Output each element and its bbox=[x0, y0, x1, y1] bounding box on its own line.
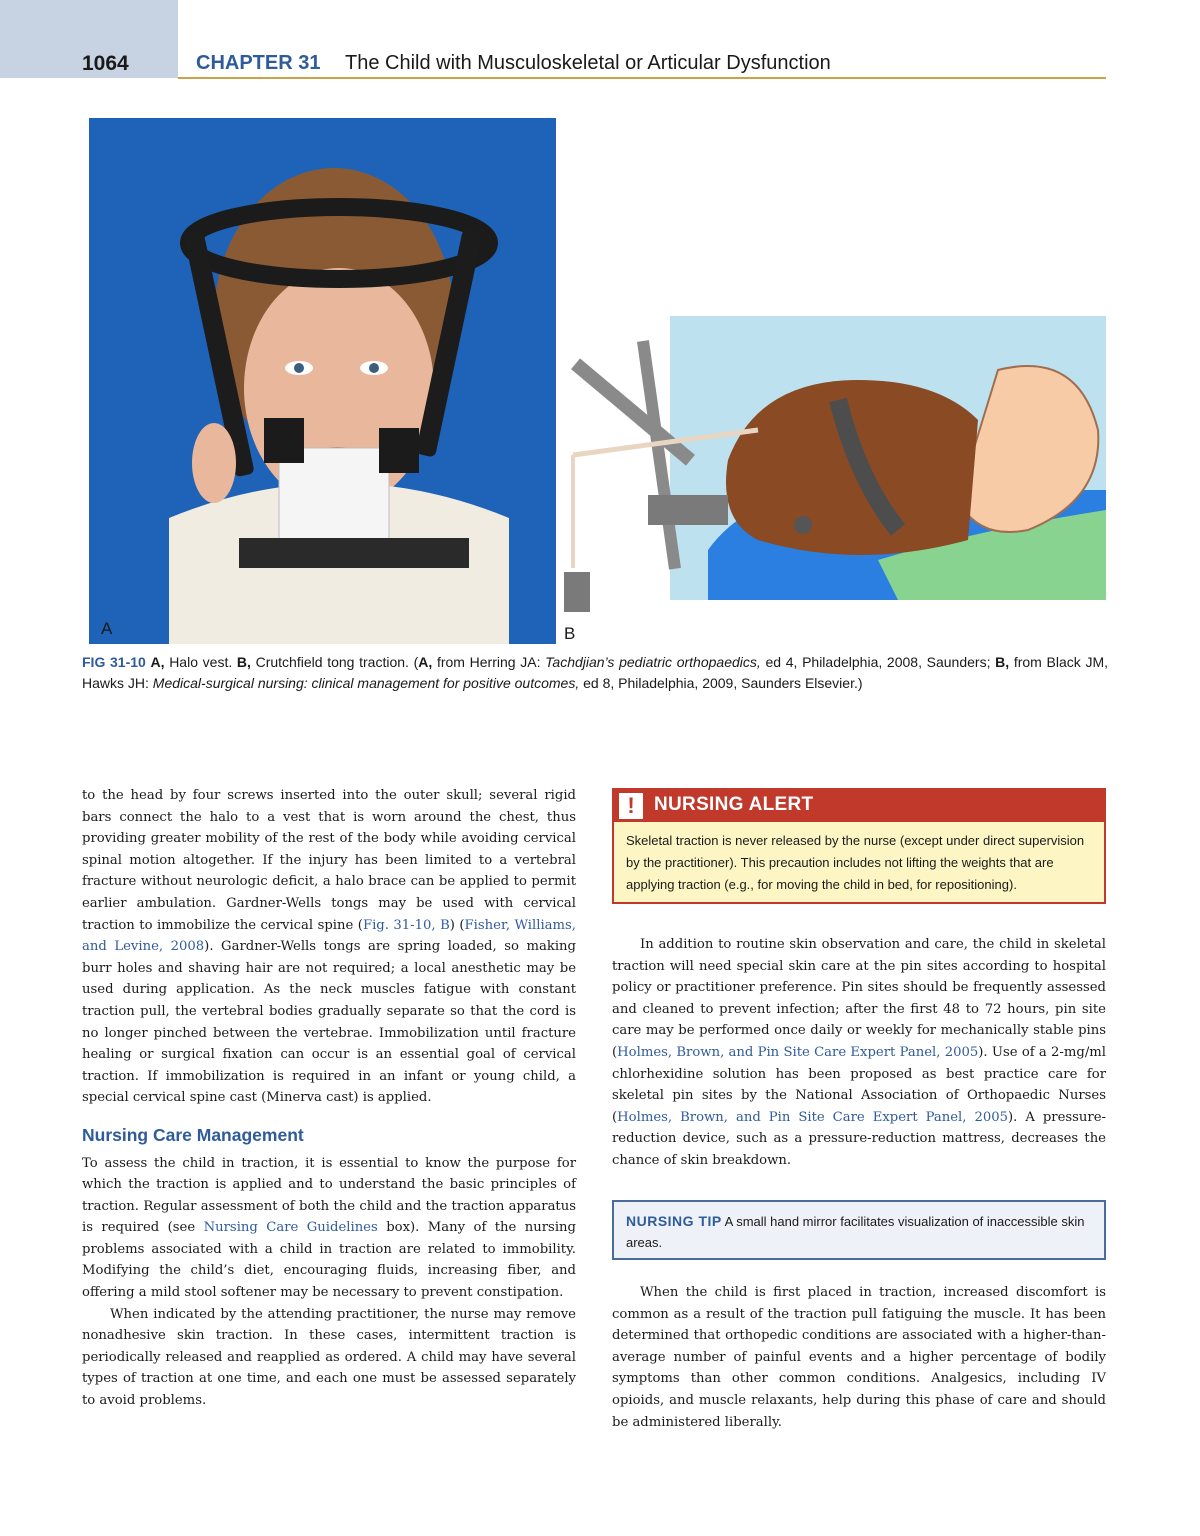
page-header bbox=[82, 50, 1108, 80]
citation-link[interactable]: Holmes, Brown, and Pin Site Care Expert Panel, 2005 bbox=[617, 1109, 1009, 1125]
nursing-alert-text: Skeletal traction is never released by the nurse (except under direct supervision by the practitioner). This precaution includes not lifting the weights that are applying traction (e.g., for moving the child in bed, for repositioning). bbox=[626, 833, 1085, 892]
paragraph: When the child is first placed in traction, increased discomfort is common as a result of the traction pull fatiguing the muscle. It has been determined that orthopedic conditions are associated with a higher-than-average number of painful events and a higher percentage of bodily symptoms than other common conditions. Analgesics, including IV opioids, and muscle relaxants, help during this phase of care and should be administered liberally. bbox=[612, 1285, 1106, 1430]
text-run: ) ( bbox=[449, 917, 465, 933]
caption-source-a-marker: A, bbox=[418, 654, 433, 670]
right-column-lower bbox=[612, 1282, 1106, 1433]
citation-link[interactable]: Holmes, Brown, and Pin Site Care Expert Panel, 2005 bbox=[617, 1044, 979, 1060]
paragraph bbox=[612, 934, 1106, 1172]
caption-part-b-marker: B, bbox=[236, 654, 251, 670]
caption-part-a-marker: A, bbox=[150, 654, 165, 670]
figure-photo-halo-vest bbox=[89, 118, 556, 644]
caption-text-3: from Herring JA: bbox=[432, 654, 546, 670]
nursing-alert-box bbox=[612, 788, 1106, 904]
header-rule bbox=[178, 77, 1106, 79]
figure-number: FIG 31-10 bbox=[82, 654, 146, 670]
text-run: ). Gardner-Wells tongs are spring loaded, so making burr holes and shaving hair are not required; a local anesthetic may be used during application. As the neck muscles fatigue with constant traction pull, the vertebral bodies gradually separate so that the cord is no longer pinched between the vertebrae. Immobilization until fracture healing or surgical fixation can occur is an essential goal of cervical traction. If immobilization is required in an infant or young child, a special cervical spine cast (Minerva cast) is applied. bbox=[82, 939, 576, 1106]
caption-source-b-marker: B, bbox=[995, 654, 1010, 670]
text-run: In addition to routine skin observation and care, the child in skeletal traction will need special skin care at the pin sites according to hospital policy or practitioner preference. Pin sites should be frequently assessed and cleaned to prevent infection; after the first 48 to 72 hours, pin site care may be performed once daily or weekly for mechanically stable pins ( bbox=[612, 937, 1106, 1060]
text-run: To assess the child in traction, it is essential to know the purpose for which the traction is applied and to understand the basic principles of traction. Regular assessment of both the child and the traction apparatus is required (see bbox=[82, 1155, 576, 1236]
caption-text-1: Halo vest. bbox=[164, 654, 237, 670]
caption-text-4: ed 4, Philadelphia, 2008, Saunders; bbox=[760, 654, 996, 670]
citation-link[interactable]: Fisher, Williams, and Levine, 2008 bbox=[82, 917, 576, 955]
caption-text-2: Crutchfield tong traction. ( bbox=[250, 654, 419, 670]
panel-b-label: B bbox=[564, 624, 576, 643]
caption-text-5: from Black JM, Hawks JH: bbox=[82, 654, 1108, 691]
paragraph bbox=[82, 785, 576, 1109]
nursing-tip-box bbox=[612, 1200, 1106, 1260]
figure-illustration-crutchfield-traction bbox=[558, 310, 1106, 624]
nursing-alert-title: NURSING ALERT bbox=[654, 794, 814, 815]
paragraph: When indicated by the attending practitioner, the nurse may remove nonadhesive skin traction. In these cases, intermittent traction is periodically released and reapplied as ordered. A child may have several types of traction at one time, and each one must be assessed separately to avoid problems. bbox=[82, 1306, 576, 1409]
paragraph bbox=[82, 1153, 576, 1304]
panel-a-label: A bbox=[101, 619, 113, 638]
nursing-tip-text: A small hand mirror facilitates visualization of inaccessible skin areas. bbox=[626, 1214, 1085, 1250]
caption-text-6: ed 8, Philadelphia, 2009, Saunders Elsevier.) bbox=[579, 675, 863, 691]
chapter-label: CHAPTER 31 bbox=[196, 52, 321, 74]
caption-book-title-1: Tachdjian’s pediatric orthopaedics, bbox=[545, 654, 761, 670]
nursing-alert-header bbox=[614, 790, 1104, 822]
left-column bbox=[82, 785, 576, 1412]
figure-caption bbox=[82, 652, 1108, 694]
right-column bbox=[612, 934, 1106, 1172]
nursing-tip-title: NURSING TIP bbox=[626, 1213, 722, 1229]
guidelines-box-link[interactable]: Nursing Care Guidelines bbox=[203, 1220, 378, 1236]
exclamation-icon: ! bbox=[619, 793, 643, 819]
text-run: ). A pressure-reduction device, such as a pressure-reduction mattress, decreases the chance of skin breakdown. bbox=[612, 1109, 1106, 1168]
halo-vest-photo-illustration bbox=[89, 118, 556, 644]
page-number: 1064 bbox=[82, 52, 129, 75]
section-heading: Nursing Care Management bbox=[82, 1124, 304, 1145]
figure-reference-link[interactable]: Fig. 31-10, B bbox=[362, 917, 450, 933]
text-run: box). Many of the nursing problems associated with a child in traction are related to immobility. Modifying the child’s diet, encouraging fluids, increasing fiber, and offering a mild stool softener may be necessary to prevent constipation. bbox=[82, 1220, 576, 1301]
text-run: ). Use of a 2-mg/ml chlorhexidine solution has been proposed as best practice care for skeletal pin sites by the National Association of Orthopaedic Nurses ( bbox=[612, 1044, 1106, 1125]
text-run: to the head by four screws inserted into the outer skull; several rigid bars connect the halo to a vest that is worn around the chest, thus providing greater mobility of the rest of the body while avoiding cervical spinal motion altogether. If the injury has been limited to a vertebral fracture without neurologic deficit, a halo brace can be applied to permit earlier ambulation. Gardner-Wells tongs may be used with cervical traction to immobilize the cervical spine ( bbox=[82, 788, 576, 933]
caption-book-title-2: Medical-surgical nursing: clinical management for positive outcomes, bbox=[152, 675, 580, 691]
chapter-title: The Child with Musculoskeletal or Articular Dysfunction bbox=[345, 52, 831, 74]
